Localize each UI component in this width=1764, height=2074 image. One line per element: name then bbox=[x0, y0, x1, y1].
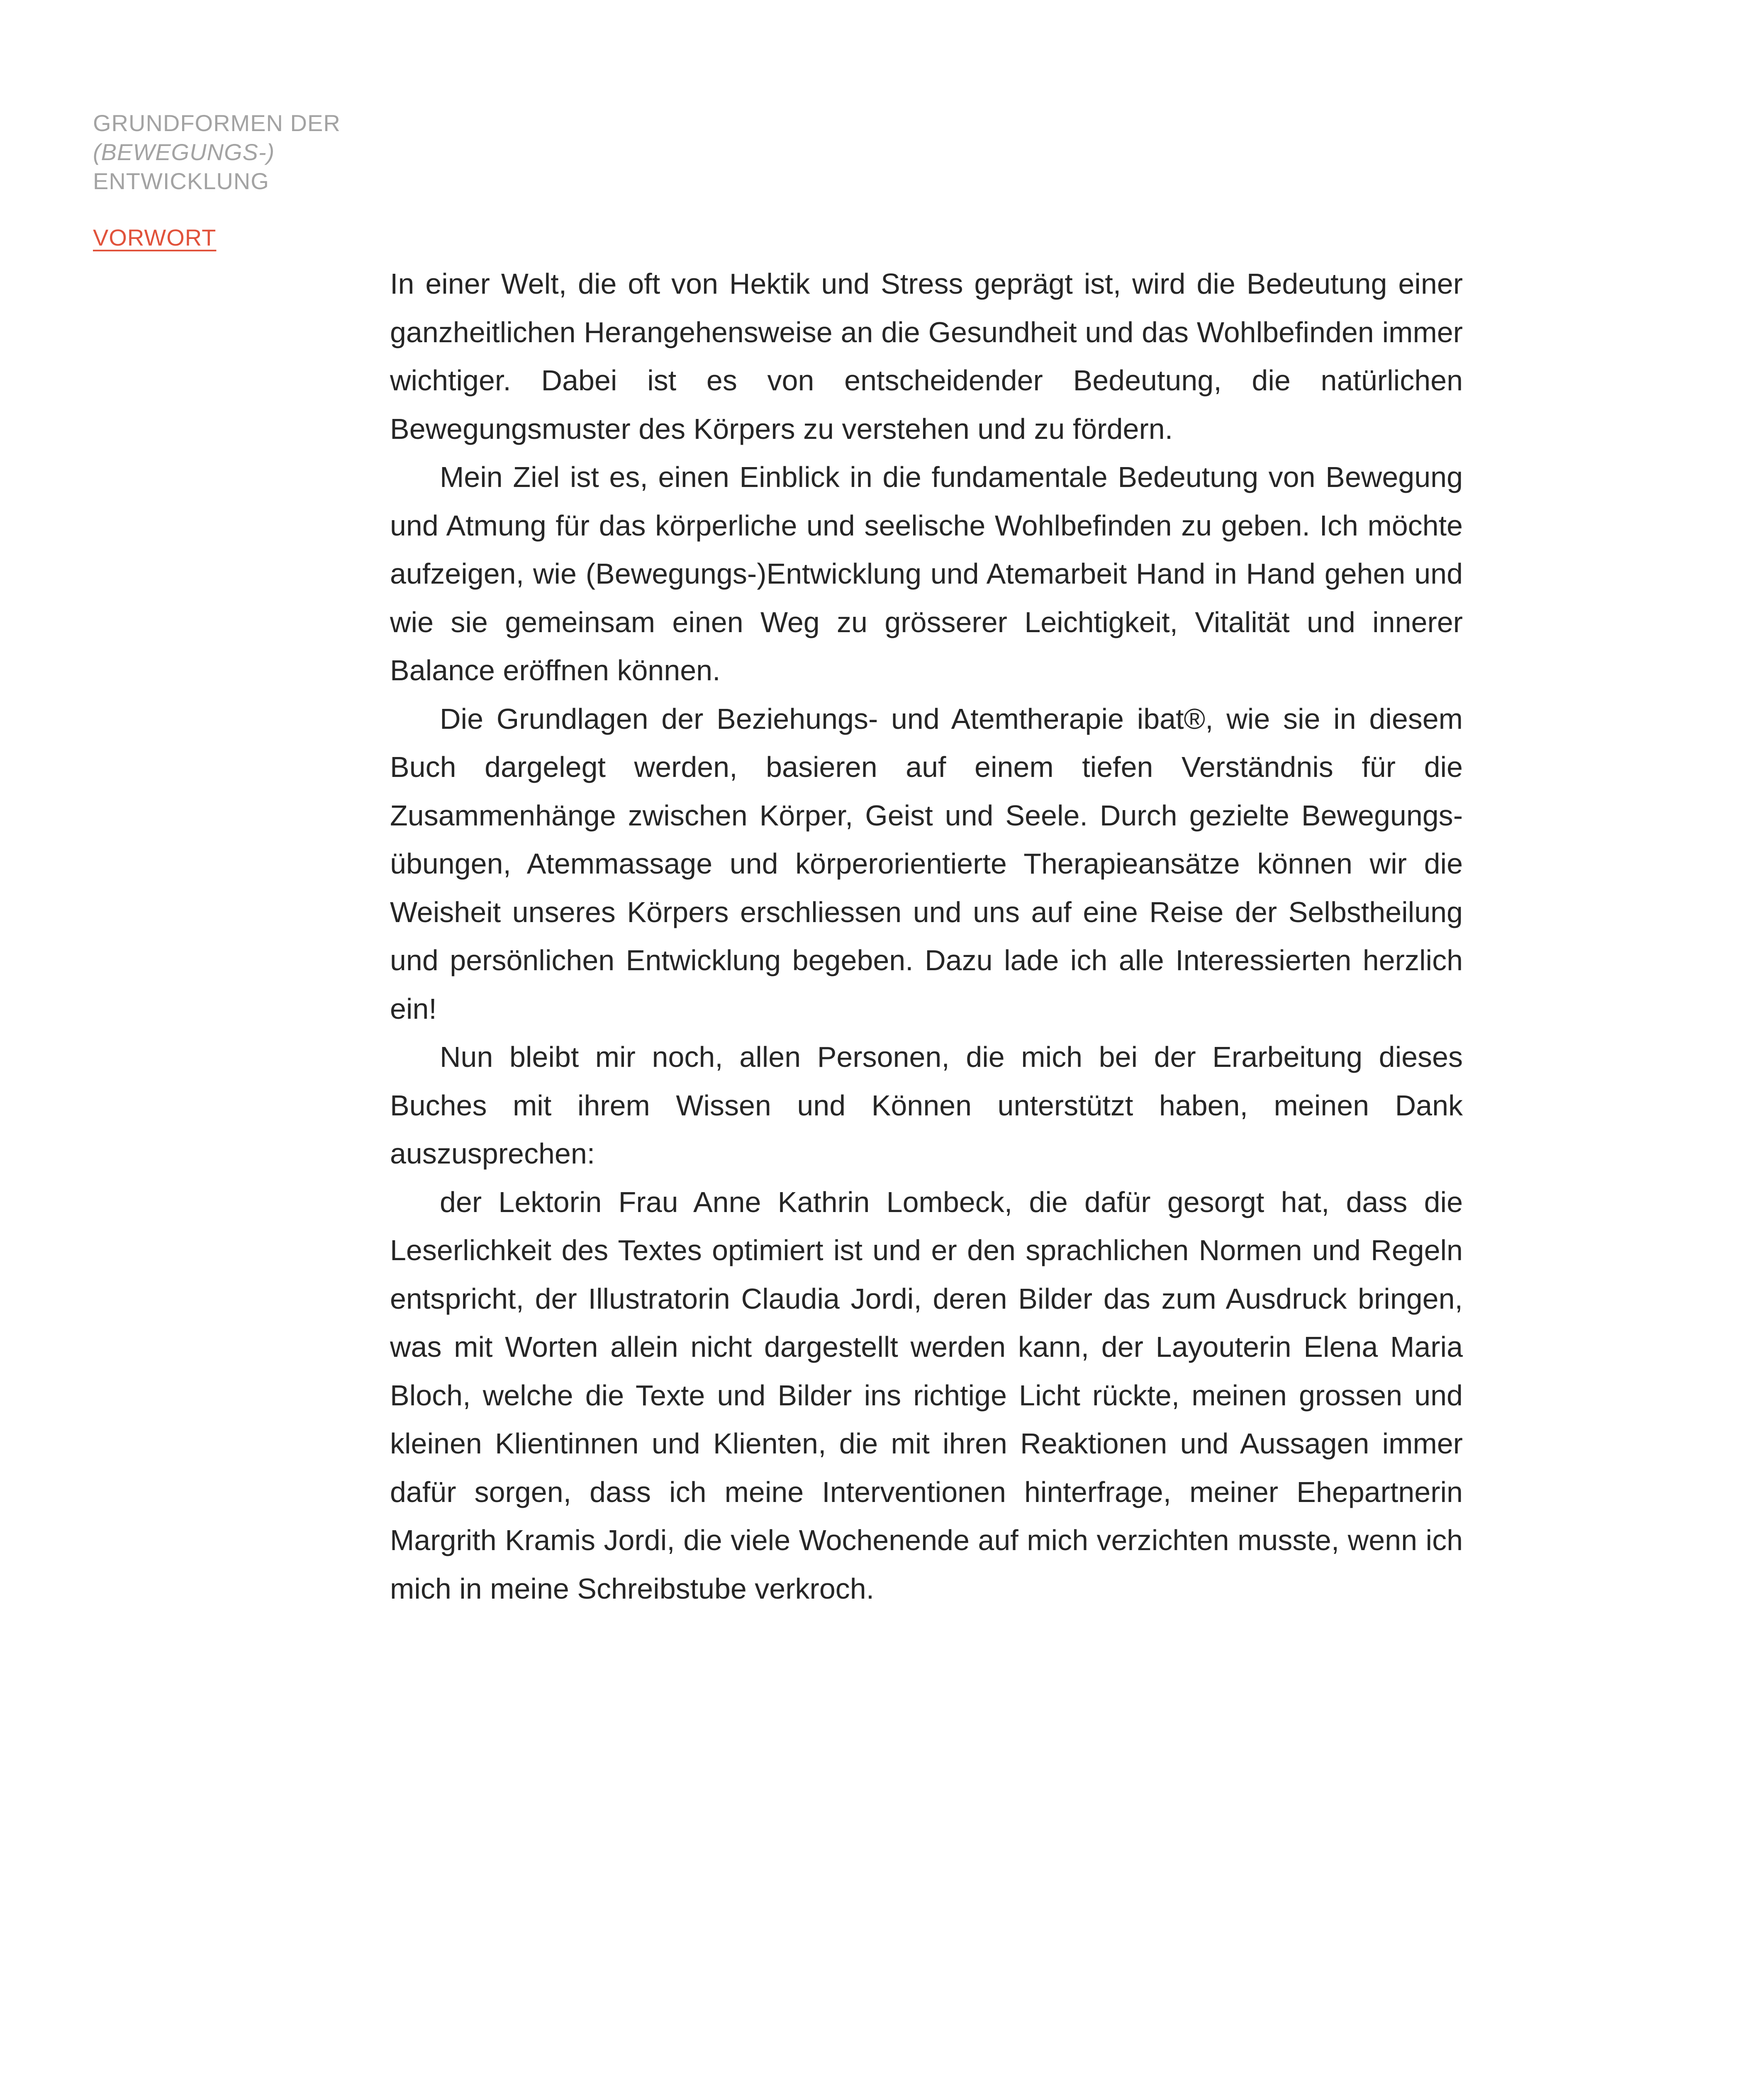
section-link-vorwort[interactable]: VORWORT bbox=[93, 224, 217, 251]
paragraph: der Lektorin Frau Anne Kathrin Lombeck, die dafür gesorgt hat, dass die Leserlichkeit des Textes optimiert ist und er den sprachlichen Normen und Regeln entspricht, der Illustratorin Claudia Jordi, deren Bilder das zum Ausdruck bringen, was mit Worten allein nicht dargestellt werden kann, der Layouterin Elena Maria Bloch, welche die Texte und Bilder ins richtige Licht rückte, meinen grossen und kleinen Klientinnen und Klienten, die mit ihren Reaktionen und Aussagen immer dafür sorgen, dass ich meine Interventionen hinterfrage, meiner Ehepartnerin Margrith Kramis Jordi, die viele Wochenende auf mich verzichten musste, wenn ich mich in meine Schreibstube verkroch. bbox=[390, 1185, 1463, 1605]
running-header-line-3: ENTWICKLUNG bbox=[93, 168, 269, 194]
paragraph: Mein Ziel ist es, einen Einblick in die fundamentale Bedeutung von Bewegung und Atmung für das körperliche und seelische Wohlbefinden zu geben. Ich möchte aufzeigen, wie (Bewegungs-)Entwicklung und Atemarbeit Hand in Hand gehen und wie sie gemeinsam einen Weg zu grösserer Leichtigkeit, Vitalität und innerer Balance eröffnen können. bbox=[390, 461, 1463, 686]
paragraph: Die Grundlagen der Beziehungs- und Atemtherapie ibat®, wie sie in diesem Buch dargelegt werden, basieren auf einem tiefen Verständnis für die Zusammenhänge zwischen Körper, Geist und Seele. Durch gezielte Bewegungsübungen, Atemmassage und körperorientierte Therapieansätze können wir die Weisheit unseres Körpers erschliessen und uns auf eine Reise der Selbstheilung und persönlichen Entwicklung begeben. Dazu lade ich alle Interessierten herzlich ein! bbox=[390, 702, 1463, 1025]
running-header-line-2: (BEWEGUNGS-) bbox=[93, 139, 275, 165]
running-header-line-1: GRUNDFORMEN DER bbox=[93, 110, 341, 136]
paragraph: Nun bleibt mir noch, allen Personen, die mich bei der Erarbeitung dieses Buches mit ihrem Wissen und Können unterstützt haben, meinen Dank auszusprechen: bbox=[390, 1041, 1463, 1170]
running-header bbox=[93, 109, 408, 196]
body-text bbox=[390, 260, 1463, 1613]
paragraph: In einer Welt, die oft von Hektik und Stress geprägt ist, wird die Bedeutung einer ganzheitlichen Herangehensweise an die Gesundheit und das Wohlbefinden immer wichtiger. Dabei ist es von entscheidender Bedeutung, die natürlichen Bewegungsmuster des Körpers zu verstehen und zu fördern. bbox=[390, 268, 1463, 445]
